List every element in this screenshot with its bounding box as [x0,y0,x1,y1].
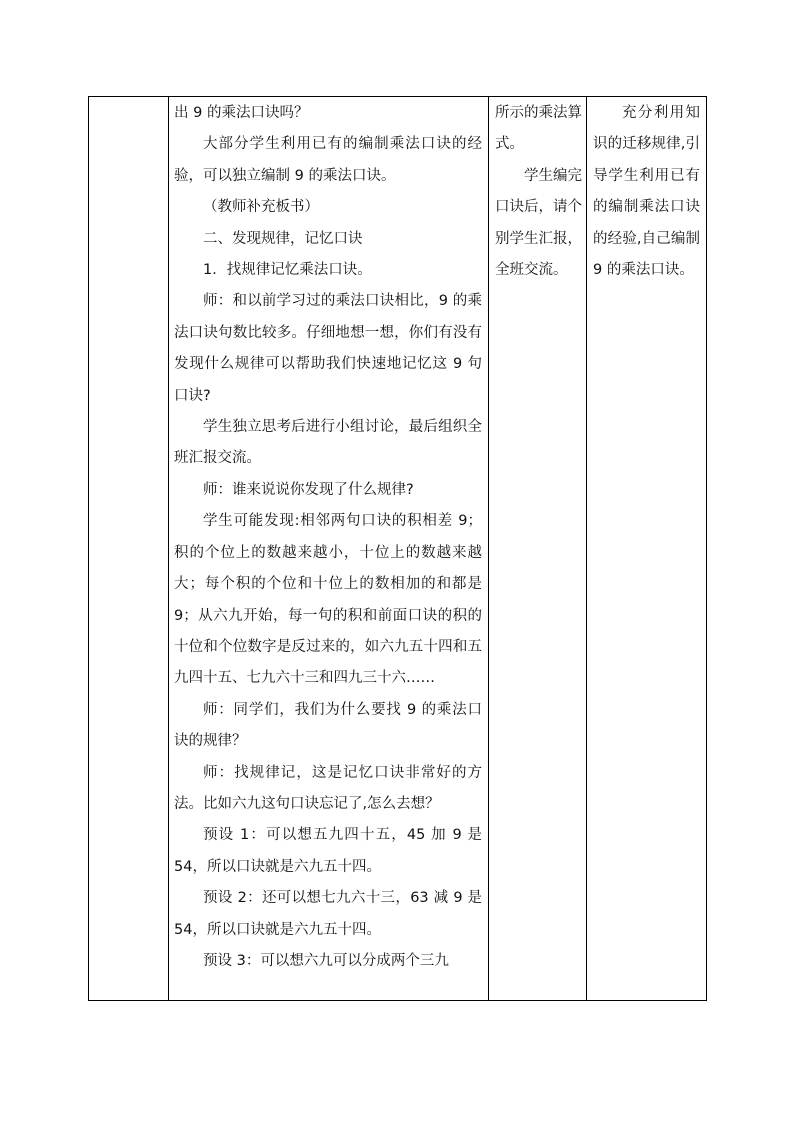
table-row [89,97,707,1001]
design-intent-cell [587,97,707,1001]
teaching-process-cell [169,97,489,1001]
student-paragraph: 所示的乘法算式。 [495,105,582,153]
process-paragraph: 预设 2：还可以想七九六十三，63 减 9 是 54，所以口诀就是六九五十四。 [174,890,482,938]
process-paragraph: 大部分学生利用已有的编制乘法口诀的经验，可以独立编制 9 的乘法口诀。 [174,136,482,184]
design-paragraph: 充分利用知识的迁移规律,引导学生利用已有的编制乘法口诀的经验,自己编制 9 的乘法口诀。 [593,105,700,279]
process-paragraph: 出 9 的乘法口诀吗？ [174,105,309,121]
student-activity-cell [489,97,587,1001]
student-paragraph: 学生编完口诀后，请个别学生汇报，全班交流。 [495,167,582,279]
stage-cell [89,97,169,1001]
process-paragraph: 预设 3：可以想六九可以分成两个三九 [203,952,449,969]
process-paragraph: 师：谁来说说你发现了什么规律? [203,481,414,498]
process-paragraph: 学生可能发现:相邻两句口诀的积相差 9；积的个位上的数越来越小，十位上的数越来越大；每个积的个位和十位上的数相加的和都是 9；从六九开始，每一句的积和前面口诀的积的十位和个位数字是反过来的，如六九五十四和五九四十五、七九六十三和四九三十六…… [174,513,482,687]
process-paragraph: 预设 1：可以想五九四十五，45 加 9 是 54，所以口诀就是六九五十四。 [174,827,482,875]
process-paragraph: 师：找规律记，这是记忆口诀非常好的方法。比如六九这句口诀忘记了,怎么去想？ [174,764,482,812]
process-paragraph: 学生独立思考后进行小组讨论，最后组织全班汇报交流。 [174,419,482,467]
process-paragraph: 师：和以前学习过的乘法口诀相比，9 的乘法口诀句数比较多。仔细地想一想，你们有没有发现什么规律可以帮助我们快速地记忆这 9 句口诀? [174,293,482,404]
process-paragraph: 1．找规律记忆乘法口诀。 [203,262,372,279]
process-paragraph: （教师补充板书） [203,199,319,216]
process-paragraph: 师：同学们，我们为什么要找 9 的乘法口诀的规律？ [174,701,482,750]
section-heading: 二、发现规律，记忆口诀 [203,230,363,247]
lesson-plan-table [88,96,707,1001]
